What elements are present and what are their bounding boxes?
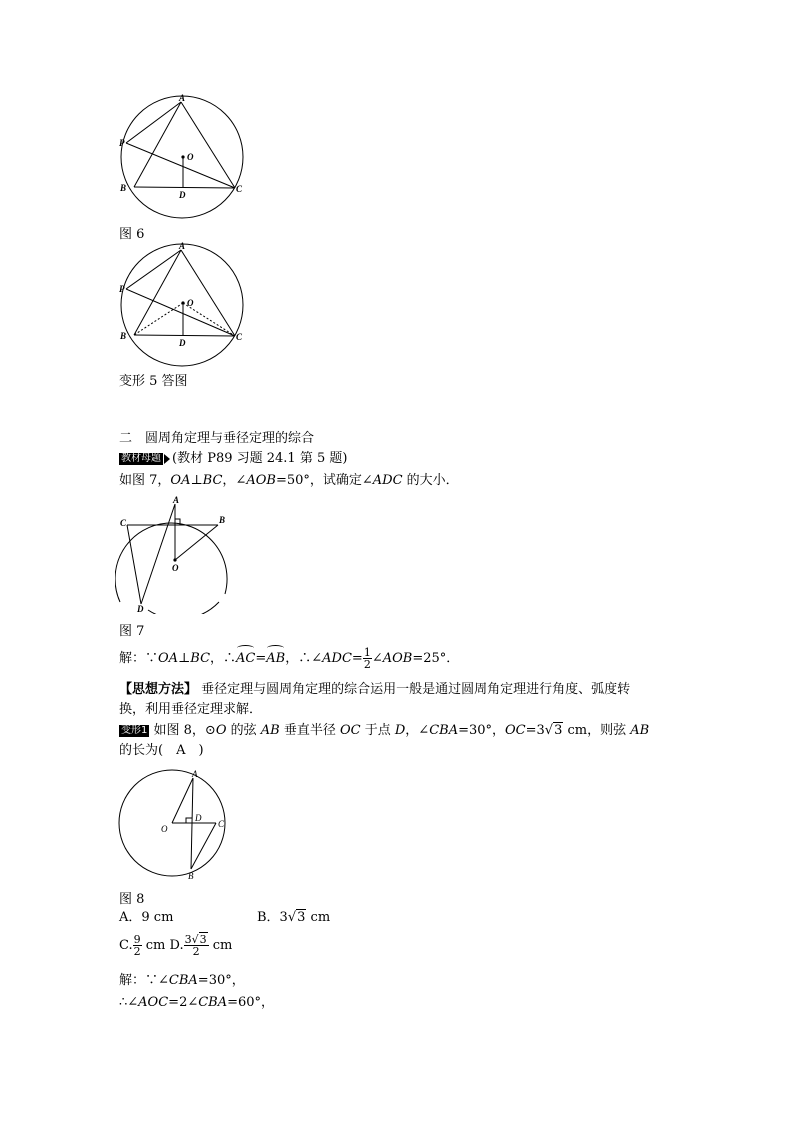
- segment-PA: [126, 250, 181, 289]
- circle-arc-bottom: [148, 602, 219, 614]
- fraction-d: $\frac{3√3}{2}$: [184, 933, 207, 958]
- figure-variant5-caption: 变形 5 答图: [119, 374, 188, 389]
- label-O: O: [161, 824, 168, 834]
- source-line: [119, 450, 347, 468]
- label-O: O: [187, 298, 194, 308]
- segment-OA: [172, 778, 193, 823]
- label-B: B: [120, 183, 127, 193]
- segment-PA: [126, 102, 181, 143]
- fraction-c: $\frac{9}{2}$: [133, 933, 141, 958]
- source-text: (教材 P89 习题 24.1 第 5 题): [172, 451, 348, 466]
- label-B: B: [219, 515, 226, 525]
- label-D: D: [195, 813, 202, 823]
- label-C: C: [120, 518, 127, 528]
- solution-7: 解：∵OA⊥BC，∴AC=AB，∴∠ADC= $\frac{1}{2}$ ∠AOB=25°．: [119, 646, 460, 671]
- figure-6-caption: 图 6: [119, 227, 145, 242]
- dashed-OB: [134, 303, 183, 335]
- figure-8: [117, 766, 237, 884]
- label-C: C: [218, 819, 225, 829]
- figure-7-caption: 图 7: [119, 624, 145, 639]
- right-angle-mark: [186, 818, 192, 823]
- label-C: C: [236, 184, 243, 194]
- variant-tag: 变形1: [121, 724, 148, 736]
- label-D: D: [179, 190, 186, 200]
- label-O: O: [187, 152, 194, 162]
- figure-variant5: [117, 240, 247, 370]
- label-A: A: [179, 241, 186, 251]
- segment-AB: [134, 250, 181, 335]
- variant1-line-2: 的长为( A ): [119, 743, 204, 758]
- label-B: B: [120, 331, 127, 341]
- figure-6: [117, 92, 247, 222]
- solution-8-line-1: 解：∵∠CBA=30°，: [119, 973, 245, 988]
- solution-8-line-2: ∴∠AOC=2∠CBA=60°，: [119, 995, 275, 1010]
- options-cd: C. $\frac{9}{2}$ cm D. $\frac{3√3}{2}$ cm: [119, 933, 233, 958]
- label-P: P: [119, 284, 125, 294]
- label-D: D: [179, 338, 186, 348]
- label-O: O: [172, 563, 179, 573]
- arrow-icon: [164, 454, 170, 464]
- label-D: D: [137, 604, 144, 614]
- segment-BC: [134, 335, 235, 336]
- method-label: 【思想方法】: [119, 682, 198, 697]
- arc-AB: AB: [266, 647, 285, 671]
- problem-statement: 如图 7，OA⊥BC，∠AOB=50°，试确定∠ADC 的大小．: [119, 473, 459, 488]
- source-tag: 教材母题: [121, 452, 161, 464]
- section-heading: 二 圆周角定理与垂径定理的综合: [119, 431, 315, 446]
- segment-PC: [126, 143, 235, 188]
- option-b: B．3√3 cm: [257, 910, 331, 925]
- label-A: A: [192, 769, 198, 779]
- segment-BC: [134, 187, 235, 188]
- fraction-half: $\frac{1}{2}$: [363, 646, 371, 671]
- label-C: C: [236, 332, 243, 342]
- label-A: A: [179, 93, 186, 103]
- method-line-1: 【思想方法】 垂径定理与圆周角定理的综合运用一般是通过圆周角定理进行角度、弧度转: [119, 682, 631, 697]
- right-angle-mark: [175, 519, 180, 525]
- point-O: [181, 301, 184, 304]
- label-A: A: [173, 495, 180, 505]
- label-B: B: [188, 871, 194, 881]
- method-line-2: 换，利用垂径定理求解．: [119, 702, 263, 717]
- segment-DA: [141, 504, 175, 604]
- segment-OB: [175, 525, 218, 560]
- variant1-line-1: 变形1 如图 8，⊙O 的弦 AB 垂直半径 OC 于点 D，∠CBA=30°，OC=3√3 cm，则弦 AB: [121, 723, 650, 738]
- segment-AC: [181, 250, 235, 336]
- segment-AB: [134, 102, 181, 187]
- figure-8-caption: 图 8: [119, 892, 145, 907]
- figure-7: [115, 494, 240, 614]
- arc-AC: AC: [236, 647, 255, 671]
- option-a: A．9 cm: [119, 910, 174, 925]
- point-O: [181, 155, 184, 158]
- point-O: [173, 558, 176, 561]
- label-P: P: [119, 138, 125, 148]
- segment-AC: [181, 102, 235, 188]
- segment-CB: [191, 823, 216, 869]
